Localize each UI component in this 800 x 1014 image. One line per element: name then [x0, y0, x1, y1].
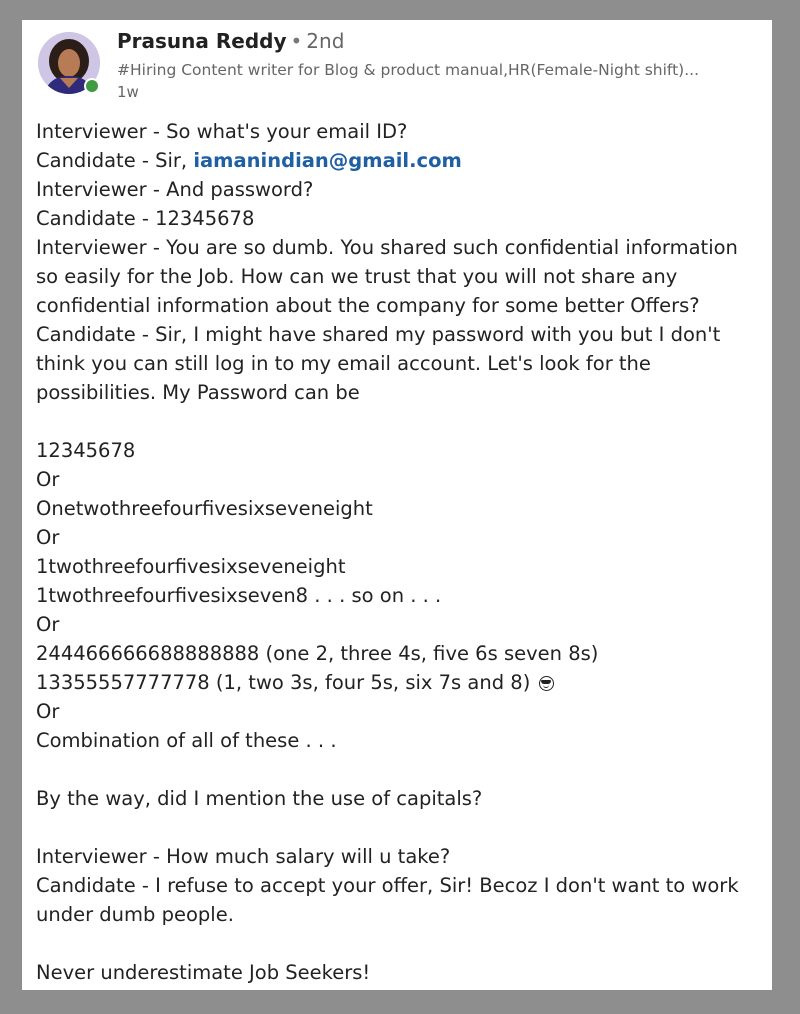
post-text-line: possibilities. My Password can be: [36, 381, 360, 404]
online-status-indicator: [84, 78, 100, 94]
blank-line: [36, 407, 770, 436]
post-text-line: under dumb people.: [36, 903, 234, 926]
author-headline: #Hiring Content writer for Blog & product manual,HR(Female-Night shift)...: [117, 61, 699, 79]
email-link[interactable]: iamanindian@gmail.com: [193, 149, 462, 172]
post-text-line: Or: [36, 613, 60, 636]
post-text-line: Candidate - I refuse to accept your offer, Sir! Becoz I don't want to work: [36, 874, 739, 897]
author-name-line: [117, 28, 344, 54]
post-text-line: 244466666688888888 (one 2, three 4s, five 6s seven 8s): [36, 642, 599, 665]
sunglasses-emoji-icon: [539, 676, 554, 691]
post-text-line: [36, 146, 770, 175]
post-time: 1w: [117, 83, 139, 101]
post-text-line: Combination of all of these . . .: [36, 729, 337, 752]
post-text-line: 1twothreefourfivesixseveneight: [36, 555, 346, 578]
post-text-line: Never underestimate Job Seekers!: [36, 961, 371, 984]
post-header: [22, 20, 772, 120]
post-text-line: Interviewer - And password?: [36, 178, 314, 201]
post-text-line: Interviewer - So what's your email ID?: [36, 120, 408, 143]
post-text-line: Or: [36, 468, 60, 491]
blank-line: [36, 755, 770, 784]
post-text-line: 1twothreefourfivesixseven8 . . . so on . . .: [36, 584, 442, 607]
blank-line: [36, 929, 770, 958]
post-text-segment: Candidate - Sir,: [36, 149, 194, 172]
post-text-line: By the way, did I mention the use of capitals?: [36, 787, 483, 810]
blank-line: [36, 813, 770, 842]
post-text-line: Candidate - 12345678: [36, 207, 255, 230]
author-name[interactable]: Prasuna Reddy: [117, 29, 287, 53]
post-text-line: confidential information about the company for some better Offers?: [36, 294, 700, 317]
post-text-line: Or: [36, 700, 60, 723]
post-text-line: Interviewer - How much salary will u take?: [36, 845, 451, 868]
post-body: [36, 117, 770, 987]
post-card: [22, 20, 772, 990]
post-text-line: so easily for the Job. How can we trust that you will not share any: [36, 265, 678, 288]
post-text-line: [36, 668, 770, 697]
post-text-segment: 13355557777778 (1, two 3s, four 5s, six 7s and 8): [36, 671, 531, 694]
connection-degree: 2nd: [306, 29, 345, 53]
post-text-line: 12345678: [36, 439, 136, 462]
post-text-line: think you can still log in to my email account. Let's look for the: [36, 352, 651, 375]
post-text-line: Onetwothreefourfivesixseveneight: [36, 497, 373, 520]
post-text-line: Interviewer - You are so dumb. You shared such confidential information: [36, 236, 738, 259]
emoji-smile: [543, 684, 549, 688]
post-text-line: Or: [36, 526, 60, 549]
name-separator: •: [290, 29, 303, 53]
post-text-line: Candidate - Sir, I might have shared my password with you but I don't: [36, 323, 721, 346]
